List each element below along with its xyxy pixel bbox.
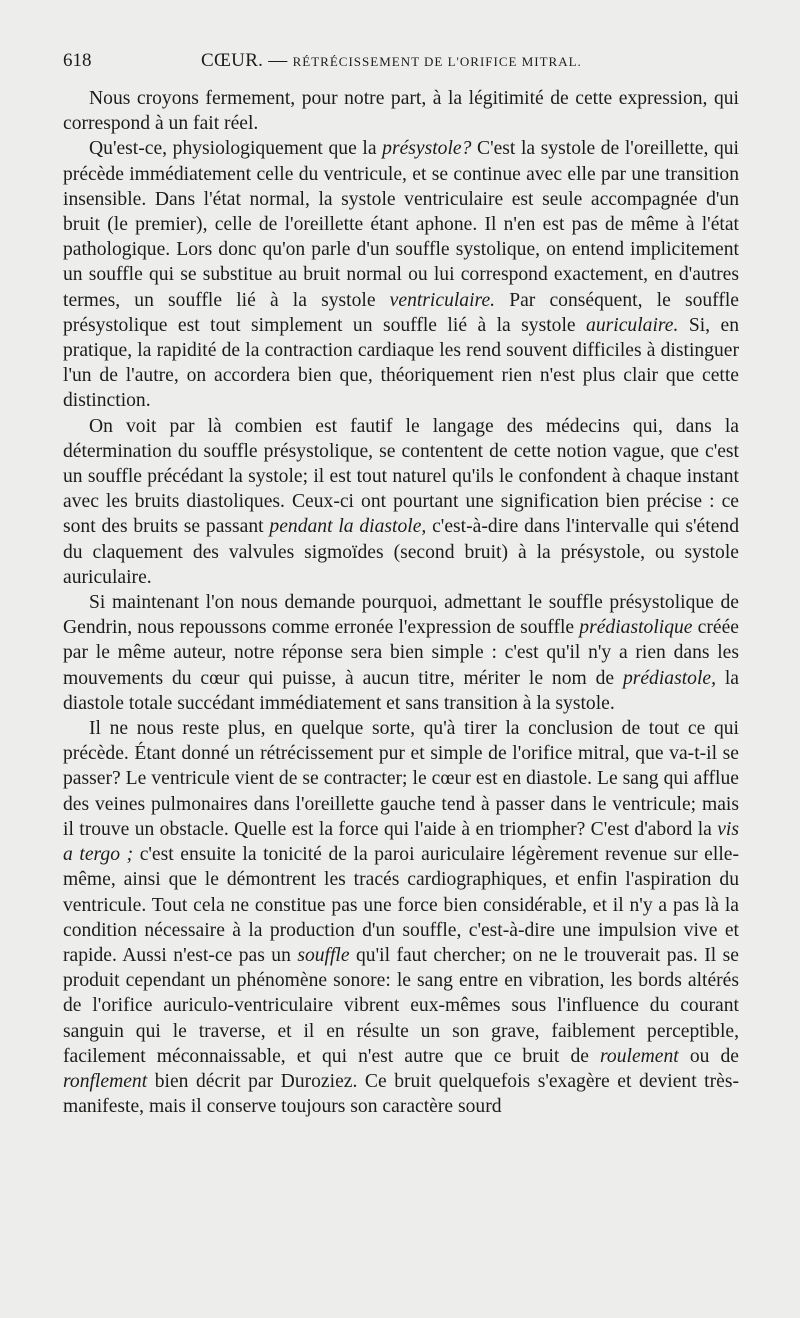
running-title-main: CŒUR. —: [201, 50, 288, 71]
running-title-sub: RÉTRÉCISSEMENT DE L'ORIFICE MITRAL.: [292, 54, 582, 69]
paragraph-2-text-2: C'est la systole de l'oreillette, qui précède immédiatement celle du ventricule, et se continue avec elle par une transition insensible. Dans l'état normal, la systole ventriculaire est seule accompagnée d'un bruit (le premier), celle de l'oreillette étant aphone. Il n'en est pas de même à l'état pathologique. Lors donc qu'on parle d'un souffle systolique, on entend implicitement un souffle qui se substitue au bruit normal ou lui correspond exactement, en d'autres termes, un souffle lié à la systole: [63, 138, 740, 311]
paragraph-2-text-3: Par conséquent, le souffle présystolique est tout simplement un souffle lié à la systole: [63, 289, 739, 336]
running-head: [63, 46, 739, 76]
paragraph-5-italic-1: vis a tergo ;: [63, 818, 739, 866]
paragraph-4-italic-2: prédiastole,: [622, 667, 716, 689]
paragraph-3: [63, 414, 739, 590]
paragraph-3-text-2: c'est-à-dire dans l'intervalle qui s'étend du claquement des valvules sigmoïdes (second bruit) à la présystole, ou systole auriculaire.: [63, 516, 739, 588]
paragraph-5-text-5: bien décrit par Duroziez. Ce bruit quelquefois s'exagère et devient très-manifeste, mais il conserve toujours son caractère sourd: [63, 1070, 739, 1118]
paragraph-5-text-4: ou de: [678, 1045, 739, 1067]
paragraph-2-text-4: Si, en pratique, la rapidité de la contraction cardiaque les rend souvent difficiles à distinguer l'un de l'autre, on accordera bien que, théoriquement rien n'est plus clair que cette distinction.: [63, 314, 740, 412]
paragraph-5: [63, 716, 739, 1119]
paragraph-4-text-2: créée par le même auteur, notre réponse sera bien simple : c'est qu'il n'y a rien dans les mouvements du cœur qui puisse, à aucun titre, mériter le nom de: [63, 617, 739, 689]
paragraph-5-text-3: qu'il faut chercher; on ne le trouverait pas. Il se produit cependant un phénomène sonore: le sang entre en vibration, les bords altérés de l'orifice auriculo-ventriculaire vibrent eux-mêmes sous l'influence du courant sanguin qui le traverse, et il en résulte un son grave, faiblement perceptible, facilement méconnaissable, et qui n'est autre que ce bruit de: [63, 944, 739, 1067]
paragraph-4-italic-1: prédiastolique: [579, 617, 693, 639]
paragraph-1-text: Nous croyons fermement, pour notre part, à la légitimité de cette expression, qui correspond à un fait réel.: [63, 88, 739, 135]
paragraph-1: [63, 86, 739, 136]
paragraph-5-italic-4: ronflement: [63, 1070, 148, 1092]
paragraph-2-italic-3: auriculaire.: [586, 314, 679, 336]
paragraph-4-text-1: Si maintenant l'on nous demande pourquoi, admettant le souffle présystolique de Gendrin, nous repoussons comme erronée l'expression de souffle: [63, 592, 739, 639]
paragraph-5-text-1: Il ne nous reste plus, en quelque sorte, qu'à tirer la conclusion de tout ce qui précède. Étant donné un rétrécissement pur et simple de l'orifice mitral, que va-t-il se passer? Le ventricule vient de se contracter; le cœur est en diastole. Le sang qui afflue des veines pulmonaires dans l'oreillette gauche tend à passer dans le ventricule; mais il trouve un obstacle. Quelle est la force qui l'aide à en triompher? C'est d'abord la: [63, 718, 739, 840]
paragraph-3-italic-1: pendant la diastole,: [269, 516, 427, 538]
body-text: [63, 86, 739, 1119]
paragraph-2: [63, 136, 739, 413]
paragraph-4-text-3: la diastole totale succédant immédiatement et sans transition à la systole.: [63, 667, 739, 714]
paragraph-5-italic-2: souffle: [297, 944, 350, 966]
paragraph-5-italic-3: roulement: [600, 1045, 679, 1067]
paragraph-2-italic-2: ventriculaire.: [389, 289, 496, 311]
paragraph-4: [63, 590, 739, 716]
paragraph-3-text-1: On voit par là combien est fautif le langage des médecins qui, dans la détermination du souffle présystolique, se contentent de cette notion vague, que c'est un souffle précédant la systole; il est tout naturel qu'ils le confondent à chaque instant avec les bruits diastoliques. Ceux-ci ont pourtant une signification bien précise : ce sont des bruits se passant: [63, 415, 739, 538]
paragraph-2-text-1: Qu'est-ce, physiologiquement que la: [89, 138, 383, 160]
paragraph-5-text-2: c'est ensuite la tonicité de la paroi auriculaire légèrement revenue sur elle-même, ainsi que le démontrent les tracés cardiographiques, et enfin l'aspiration du ventricule. Tout cela ne constitue pas une force bien considérable, et il n'y a pas là la condition nécessaire à la production d'un souffle, c'est-à-dire une impulsion vive et rapide. Aussi n'est-ce pas un: [63, 844, 739, 966]
running-title: [201, 46, 582, 77]
paragraph-2-italic-1: présystole?: [382, 138, 472, 160]
page-number: 618: [63, 50, 92, 71]
